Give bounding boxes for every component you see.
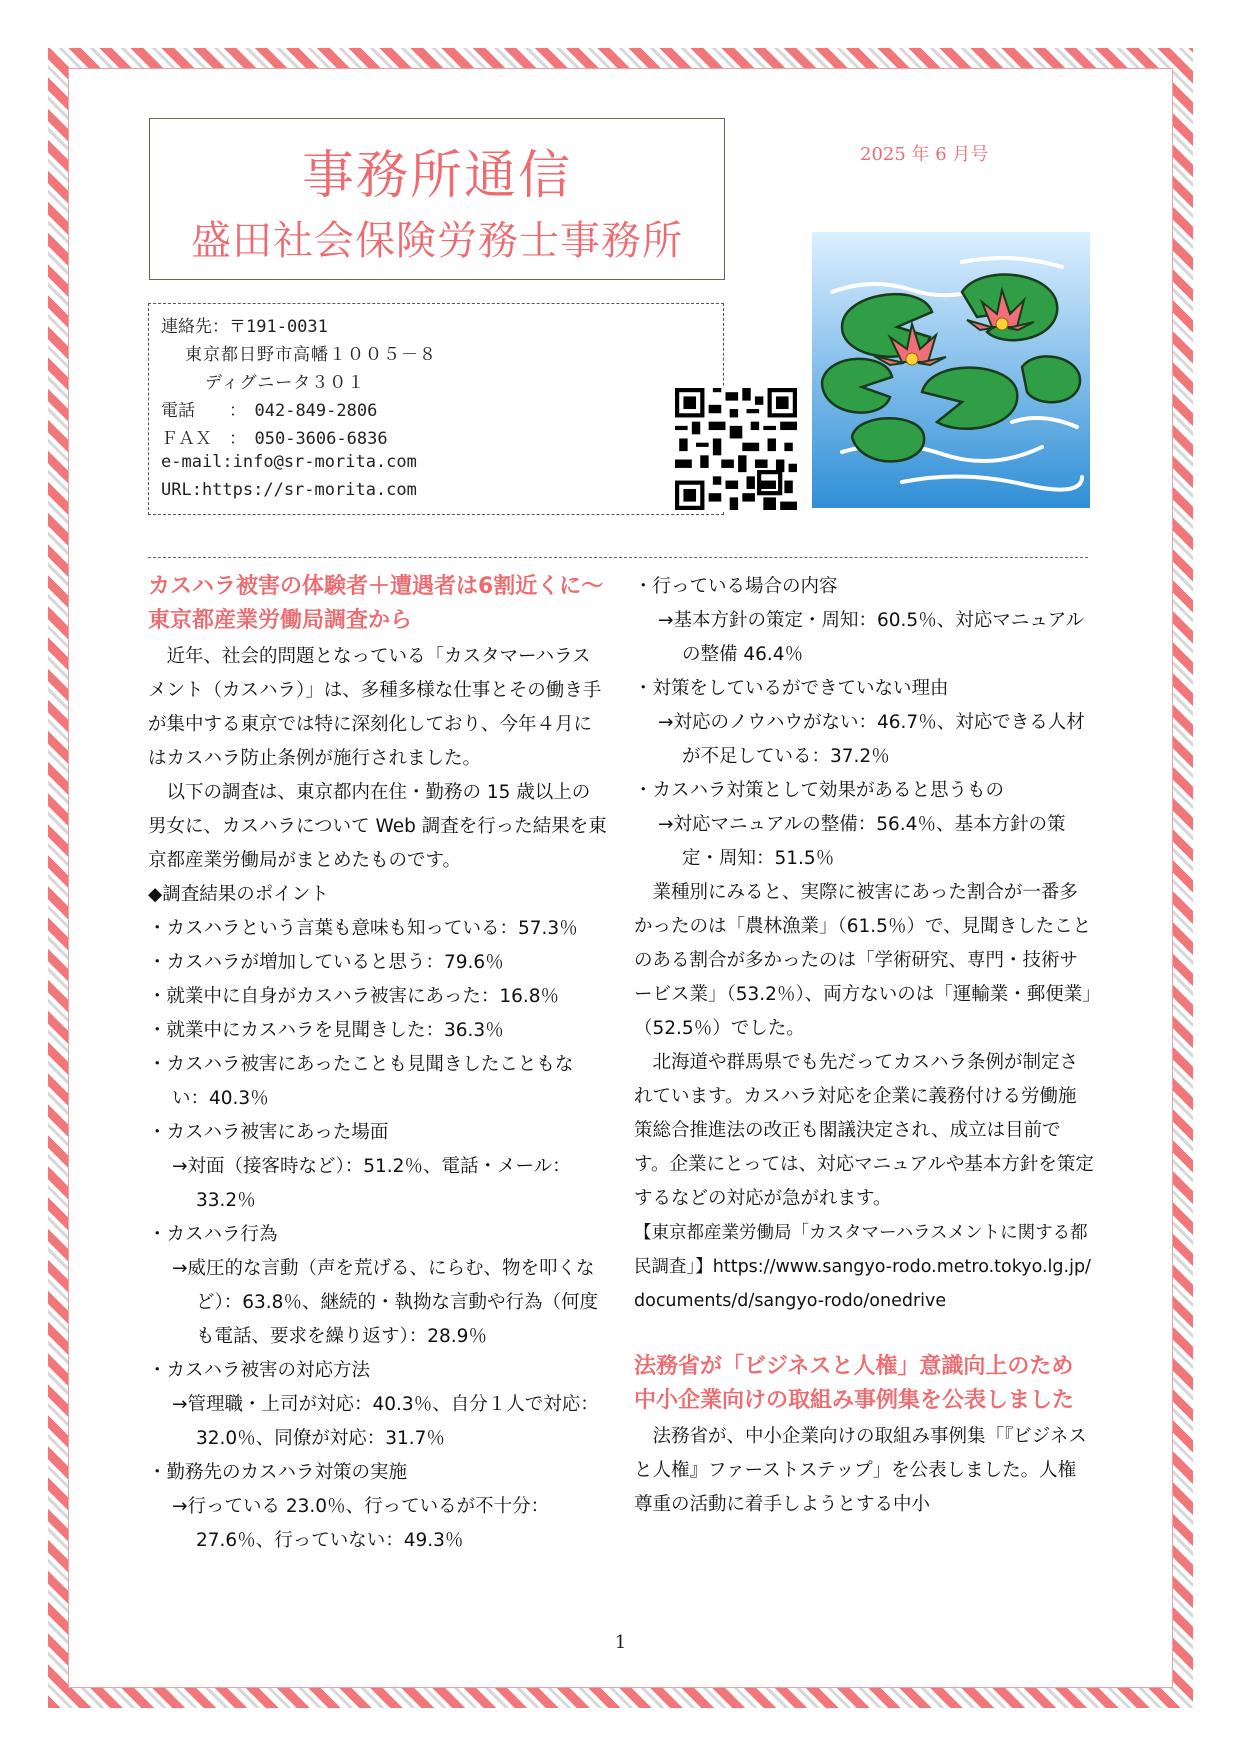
acts-heading: ・カスハラ行為 [148,1224,278,1245]
contact-email[interactable]: e-mail:info@sr-morita.com [161,452,417,472]
article1-para3: 業種別にみると、実際に被害にあった割合が一番多かったのは「農林漁業」（61.5％）で、見聞きしたことのある割合が多かったのは「学術研究、専門・技術サービス業」（53.2％）、両方ないのは「運輸業・郵便業」（52.5％）でした。 [634,882,1092,1039]
article2-headline: 法務省が「ビジネスと人権」意識向上のため中小企業向けの取組み事例集を公表しました [634,1354,1075,1413]
left-column [148,570,608,1558]
contact-address-label: 連絡先：〒191-0031 [161,317,328,337]
point-item: ・就業中にカスハラを見聞きした：36.3％ [148,1020,504,1041]
response-heading: ・カスハラ被害の対応方法 [148,1360,371,1381]
spacer [634,1318,1094,1350]
point-item: ・カスハラが増加していると思う：79.6％ [148,952,504,973]
contact-address-line1: 東京都日野市高幡１００５－８ [185,345,437,365]
water-lily-illustration [812,232,1090,508]
contact-address-line2: ディグニータ３０１ [205,373,366,393]
contact-url[interactable]: URL:https://sr-morita.com [161,480,417,500]
article1-headline: カスハラ被害の体験者＋遭遇者は6割近くに～東京都産業労働局調査から [148,574,604,633]
issue-date: 2025 年 6 月号 [860,144,989,165]
contact-tel: 電話 ： 042-849-2806 [161,401,378,421]
effective-detail: →対応マニュアルの整備：56.4％、基本方針の策定・周知：51.5％ [658,814,1066,869]
article1-source[interactable]: 【東京都産業労働局「カスタマーハラスメントに関する都民調査」】https://www.sangyo-rodo.metro.tokyo.lg.jp/documents/d/sangyo-rodo/onedrive [634,1223,1091,1311]
point-item: ・就業中に自身がカスハラ被害にあった：16.8％ [148,986,560,1007]
office-name: 盛田社会保険労務士事務所 [191,218,683,264]
scene-heading: ・カスハラ被害にあった場面 [148,1122,389,1143]
right-column [634,570,1094,1522]
article1-para2: 以下の調査は、東京都内在住・勤務の 15 歳以上の男女に、カスハラについて Web 調査を行った結果を東京都産業労働局がまとめたものです。 [148,782,607,871]
contact-box [148,303,724,515]
article1-para4: 北海道や群馬県でも先だってカスハラ条例が制定されています。カスハラ対応を企業に義務付ける労働施策総合推進法の改正も閣議決定され、成立は目前です。企業にとっては、対応マニュアルや基本方針を策定するなどの対応が急がれます。 [634,1052,1094,1209]
scene-detail: →対面（接客時など）：51.2％、電話・メール：33.2％ [172,1156,571,1211]
page-number: 1 [614,1632,627,1653]
article2-para1: 法務省が、中小企業向けの取組み事例集「『ビジネスと人権』ファーストステップ」を公表しました。人権尊重の活動に着手しようとする中小 [634,1426,1087,1515]
content-detail: →基本方針の策定・周知：60.5％、対応マニュアルの整備 46.4％ [658,610,1084,665]
masthead [149,118,725,280]
measures-detail: →行っている 23.0％、行っているが不十分：27.6％、行っていない：49.3％ [172,1496,550,1551]
effective-heading: ・カスハラ対策として効果があると思うもの [634,780,1005,801]
reason-detail: →対応のノウハウがない：46.7％、対応できる人材が不足している：37.2％ [658,712,1085,767]
reason-heading: ・対策をしているができていない理由 [634,678,949,699]
newsletter-title: 事務所通信 [301,146,572,206]
point-item: ・カスハラという言葉も意味も知っている：57.3％ [148,918,578,939]
section-divider [148,557,1088,558]
acts-detail: →威圧的な言動（声を荒げる、にらむ、物を叩くなど）：63.8％、継続的・執拗な言動や行為（何度も電話、要求を繰り返す）：28.9％ [172,1258,598,1347]
measures-heading: ・勤務先のカスハラ対策の実施 [148,1462,408,1483]
point-item: ・カスハラ被害にあったことも見聞きしたこともない：40.3％ [148,1054,574,1109]
content-heading: ・行っている場合の内容 [634,576,838,597]
response-detail: →管理職・上司が対応：40.3％、自分１人で対応：32.0％、同僚が対応：31.7％ [172,1394,599,1449]
contact-fax: ＦＡＸ ： 050-3606-6836 [161,429,388,449]
article1-para1: 近年、社会的問題となっている「カスタマーハラスメント（カスハラ）」は、多種多様な仕事とその働き手が集中する東京では特に深刻化しており、今年４月にはカスハラ防止条例が施行されました。 [148,646,602,769]
qr-code-image [675,388,797,510]
points-heading: ◆調査結果のポイント [148,884,329,905]
